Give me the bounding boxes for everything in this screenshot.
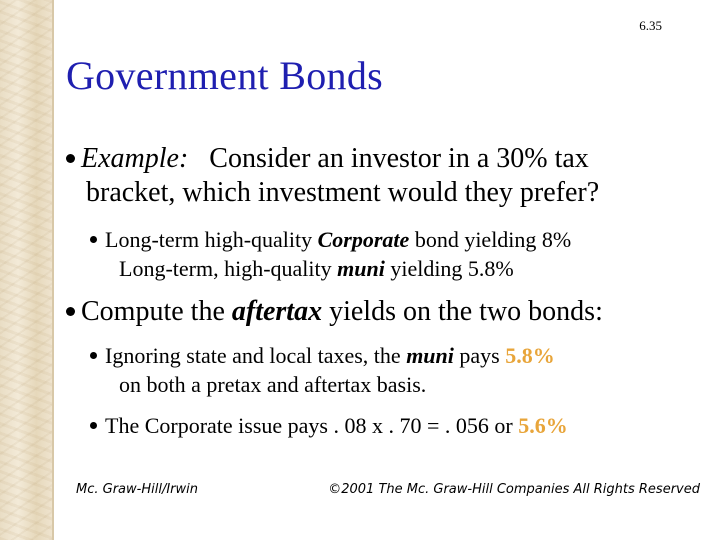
sub-bullet-dot-icon — [90, 352, 97, 359]
muni-em: muni — [406, 343, 454, 368]
muni-pre: Ignoring state and local taxes, the — [105, 343, 407, 368]
example-text: Consider an investor in a 30% tax — [209, 143, 589, 174]
compute-em: aftertax — [231, 296, 323, 327]
compute-pre: Compute the — [81, 296, 232, 327]
sub-bullet-dot-icon — [90, 236, 97, 243]
footer-publisher: Mc. Graw-Hill/Irwin — [76, 482, 198, 497]
slide-number: 6.35 — [639, 18, 662, 33]
corporate-yield-value: 5.6% — [518, 413, 568, 438]
example-label: Example: — [81, 143, 189, 174]
sub-bullet-options — [90, 225, 571, 283]
sub-bullet-dot-icon — [90, 422, 97, 429]
sub-bullet-corporate — [90, 411, 568, 440]
decorative-sidebar — [0, 0, 56, 540]
option-corporate-em: Corporate — [317, 227, 410, 252]
option-corporate-pre: Long-term high-quality — [105, 227, 318, 252]
sub-bullet-muni — [90, 341, 555, 399]
compute-post: yields on the two bonds: — [322, 296, 603, 327]
muni-yield-value: 5.8% — [505, 343, 555, 368]
sidebar-edge — [52, 0, 54, 540]
example-text-line2: bracket, which investment would they prefer? — [86, 177, 600, 208]
option-muni-pre: Long-term, high-quality — [119, 256, 338, 281]
marble-texture-strip — [0, 0, 52, 540]
slide-title: Government Bonds — [66, 53, 383, 98]
option-corporate-post: bond yielding 8% — [409, 227, 572, 252]
bullet-example — [66, 142, 599, 210]
corporate-calc: The Corporate issue pays . 08 x . 70 = . 056 or — [105, 413, 519, 438]
footer-copyright: ©2001 The Mc. Graw-Hill Companies All Rights Reserved — [328, 482, 700, 497]
bullet-dot-icon — [66, 154, 75, 163]
option-muni-em: muni — [337, 256, 385, 281]
bullet-dot-icon — [66, 307, 75, 316]
muni-line2: on both a pretax and aftertax basis. — [119, 372, 427, 397]
option-muni-post: yielding 5.8% — [384, 256, 514, 281]
muni-mid: pays — [453, 343, 506, 368]
bullet-compute — [66, 295, 603, 329]
